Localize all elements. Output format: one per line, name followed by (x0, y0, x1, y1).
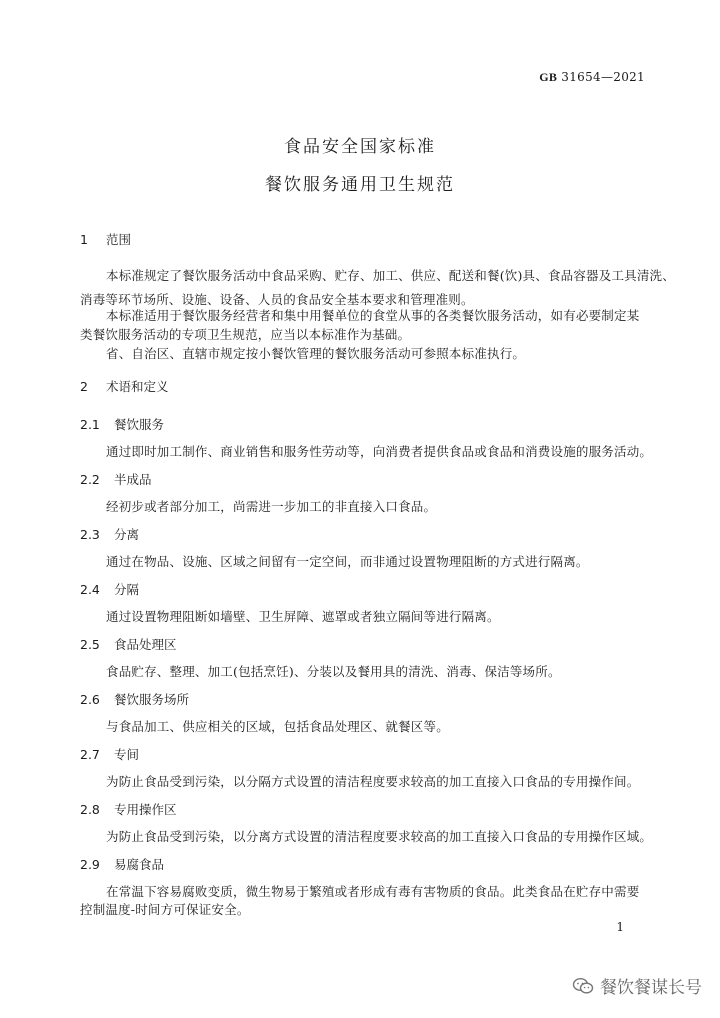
term-definition: 为防止食品受到污染，以分隔方式设置的清洁程度要求较高的加工直接入口食品的专用操作间。 (106, 774, 640, 789)
scope-paragraph-line: 本标准规定了餐饮服务活动中食品采购、贮存、加工、供应、配送和餐(饮)具、食品容器及工具清洗、 (106, 268, 675, 283)
watermark-text: 餐饮餐谋长号 (600, 978, 702, 998)
term-heading: 2.3 分离 (80, 527, 140, 542)
term-definition: 通过设置物理阻断如墙壁、卫生屏障、遮罩或者独立隔间等进行隔离。 (106, 609, 500, 624)
term-heading: 2.5 食品处理区 (80, 637, 177, 652)
watermark (572, 973, 702, 998)
standard-number: GB 31654—2021 (539, 70, 645, 84)
term-heading: 2.8 专用操作区 (80, 802, 177, 817)
scope-paragraph-line: 省、自治区、直辖市规定按小餐饮管理的餐饮服务活动可参照本标准执行。 (106, 346, 526, 361)
term-definition: 经初步或者部分加工，尚需进一步加工的非直接入口食品。 (106, 499, 437, 514)
section-heading-1: 1 范围 (80, 232, 132, 247)
term-definition: 控制温度-时间方可保证安全。 (80, 902, 250, 917)
term-definition: 通过在物品、设施、区域之间留有一定空间，而非通过设置物理阻断的方式进行隔离。 (106, 554, 589, 569)
term-heading: 2.1 餐饮服务 (80, 417, 165, 432)
wechat-icon (572, 977, 594, 995)
scope-paragraph-line: 类餐饮服务活动的专项卫生规范，应当以本标准作为基础。 (80, 327, 411, 342)
doc-title-line1: 食品安全国家标准 (284, 137, 436, 157)
term-heading: 2.7 专间 (80, 747, 140, 762)
term-definition: 在常温下容易腐败变质，微生物易于繁殖或者形成有毒有害物质的食品。此类食品在贮存中需要 (106, 884, 640, 899)
scope-paragraph-line: 本标准适用于餐饮服务经营者和集中用餐单位的食堂从事的各类餐饮服务活动，如有必要制定某 (106, 308, 640, 323)
section-heading-2: 2 术语和定义 (80, 379, 169, 394)
term-definition: 通过即时加工制作、商业销售和服务性劳动等，向消费者提供食品或食品和消费设施的服务活动。 (106, 444, 653, 459)
term-definition: 食品贮存、整理、加工(包括烹饪)、分装以及餐用具的清洗、消毒、保洁等场所。 (106, 664, 561, 679)
term-definition: 为防止食品受到污染，以分离方式设置的清洁程度要求较高的加工直接入口食品的专用操作区域。 (106, 829, 653, 844)
scope-paragraph-line: 消毒等环节场所、设施、设备、人员的食品安全基本要求和管理准则。 (80, 292, 474, 307)
page-number: 1 (616, 920, 624, 934)
term-heading: 2.9 易腐食品 (80, 857, 165, 872)
term-heading: 2.6 餐饮服务场所 (80, 692, 190, 707)
term-definition: 与食品加工、供应相关的区域，包括食品处理区、就餐区等。 (106, 719, 449, 734)
term-heading: 2.4 分隔 (80, 582, 140, 597)
term-heading: 2.2 半成品 (80, 472, 152, 487)
doc-title-line2: 餐饮服务通用卫生规范 (265, 175, 455, 195)
